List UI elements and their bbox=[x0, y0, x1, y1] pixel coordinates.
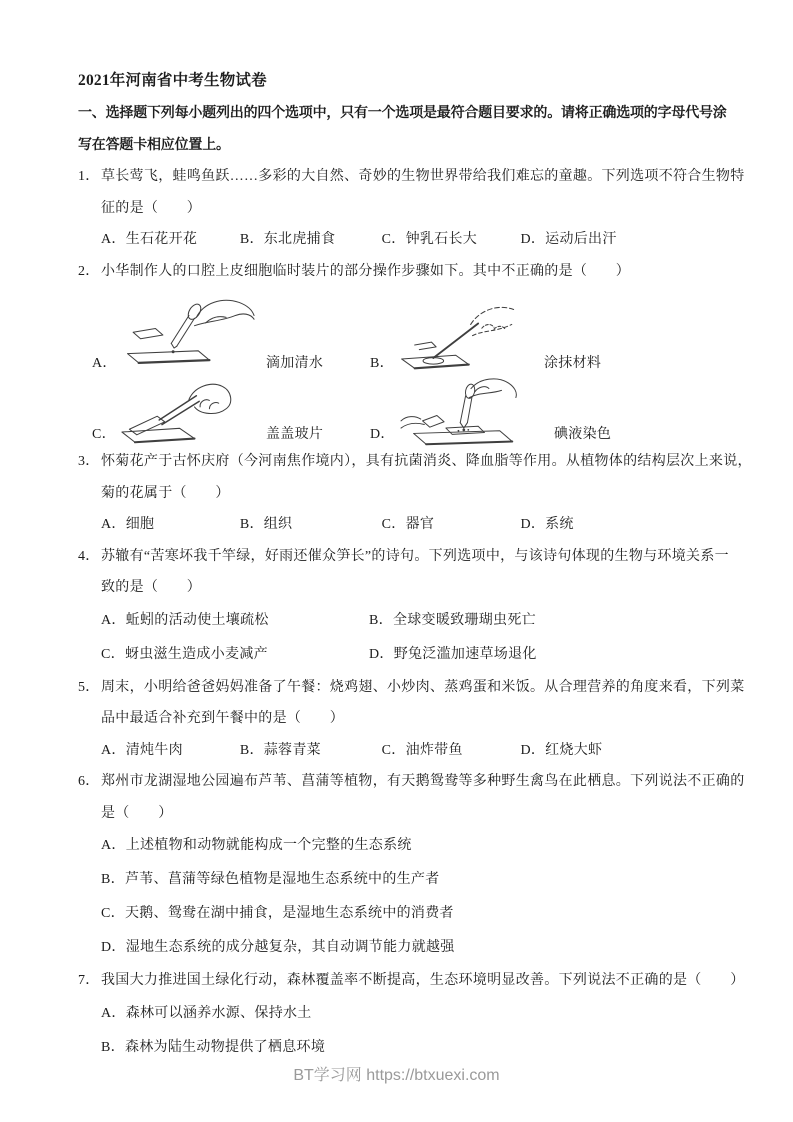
figure-label: A． bbox=[92, 356, 117, 371]
option-d: D．湿地生态系统的成分越复杂，其自动调节能力就越强 bbox=[101, 940, 455, 955]
section-heading-line: 一、选择题下列每小题列出的四个选项中，只有一个选项是最符合题目要求的。请将正确选项的字母代号涂 bbox=[78, 106, 727, 121]
lower-cover-slip-sketch-icon bbox=[118, 379, 258, 446]
stem-line: 周末，小明给爸爸妈妈准备了午餐：烧鸡翅、小炒肉、蒸鸡蛋和米饭。从合理营养的角度来看，下列菜 bbox=[101, 679, 745, 695]
question-2-stem bbox=[78, 256, 739, 288]
stem-line: 致的是（ ） bbox=[101, 580, 202, 595]
option-a: A．生石花开花 bbox=[101, 232, 198, 247]
stem-line: 菊的花属于（ ） bbox=[101, 485, 230, 501]
question-2-figure-d bbox=[370, 375, 648, 446]
question-4-options bbox=[101, 604, 739, 672]
stem-line: 草长莺飞，蛙鸣鱼跃……多彩的大自然、奇妙的生物世界带给我们难忘的童趣。下列选项不符合生物特 bbox=[101, 169, 745, 184]
question-5-options bbox=[101, 735, 739, 767]
option-c: C．器官 bbox=[381, 517, 435, 532]
question-1-stem bbox=[78, 161, 745, 224]
question-1 bbox=[78, 161, 745, 256]
question-number: 1． bbox=[78, 169, 100, 184]
question-2-figure-c bbox=[92, 375, 370, 446]
option-b: B．组织 bbox=[239, 517, 293, 532]
footer-watermark: BT学习网 https://btxuexi.com bbox=[293, 1067, 500, 1084]
question-3 bbox=[78, 446, 752, 541]
question-3-stem bbox=[78, 446, 752, 509]
option-a: A．蚯蚓的活动使土壤疏松 bbox=[101, 612, 269, 628]
iodine-staining-sketch-icon bbox=[396, 376, 546, 446]
figure-label: D． bbox=[370, 427, 395, 442]
stem-line: 是（ ） bbox=[101, 805, 173, 821]
option-a: A．清炖牛肉 bbox=[101, 742, 183, 758]
question-3-options bbox=[101, 509, 739, 541]
smear-material-on-slide-sketch-icon bbox=[396, 300, 536, 375]
option-b: B．东北虎捕食 bbox=[239, 232, 336, 247]
stem-line: 我国大力推进国土绿化行动，森林覆盖率不断提高，生态环境明显改善。下列说法不正确的是（ ） bbox=[101, 973, 745, 988]
dropper-drip-on-slide-sketch-icon bbox=[118, 295, 258, 375]
option-d: D．红烧大虾 bbox=[520, 742, 603, 758]
question-7-stem bbox=[78, 965, 745, 997]
question-number: 7． bbox=[78, 973, 100, 988]
question-2 bbox=[78, 256, 739, 447]
figure-caption: 碘液染色 bbox=[554, 427, 612, 442]
option-c: C．天鹅、鸳鸯在湖中捕食，是湿地生态系统中的消费者 bbox=[101, 906, 454, 921]
section-heading bbox=[78, 98, 739, 161]
option-d: D．系统 bbox=[520, 517, 574, 532]
option-c: C．油炸带鱼 bbox=[381, 742, 463, 758]
option-c: C．蚜虫滋生造成小麦减产 bbox=[101, 646, 268, 662]
figure-caption: 滴加清水 bbox=[266, 356, 324, 371]
question-6-options bbox=[101, 829, 739, 965]
figure-label: B． bbox=[370, 356, 394, 371]
option-a: A．上述植物和动物就能构成一个完整的生态系统 bbox=[101, 838, 412, 853]
question-number: 6． bbox=[78, 774, 100, 789]
page-title: 2021年河南省中考生物试卷 bbox=[78, 72, 267, 89]
stem-line: 征的是（ ） bbox=[101, 200, 202, 216]
question-5-stem bbox=[78, 672, 745, 735]
option-b: B．蒜蓉青菜 bbox=[239, 742, 321, 758]
question-number: 3． bbox=[78, 454, 100, 469]
question-4-stem bbox=[78, 541, 739, 604]
question-2-figure-a bbox=[92, 287, 370, 375]
option-b: B．全球变暖致珊瑚虫死亡 bbox=[369, 612, 536, 628]
question-2-figure-row-2 bbox=[92, 375, 739, 446]
figure-label: C． bbox=[92, 427, 116, 442]
question-6 bbox=[78, 766, 745, 965]
question-2-figure-b bbox=[370, 287, 648, 375]
question-6-stem bbox=[78, 766, 745, 829]
option-a: A．细胞 bbox=[101, 517, 155, 532]
question-1-options bbox=[101, 224, 739, 256]
question-number: 4． bbox=[78, 548, 100, 564]
question-2-figure-row-1 bbox=[92, 287, 739, 375]
question-number: 5． bbox=[78, 679, 100, 695]
stem-line: 品中最适合补充到午餐中的是（ ） bbox=[101, 711, 345, 726]
option-d: D．野兔泛滥加速草场退化 bbox=[369, 646, 537, 662]
figure-caption: 涂抹材料 bbox=[544, 356, 602, 371]
section-heading-line: 写在答题卡相应位置上。 bbox=[78, 137, 230, 153]
stem-line: 怀菊花产于古怀庆府（今河南焦作境内），具有抗菌消炎、降血脂等作用。从植物体的结构层次上来说， bbox=[101, 454, 752, 469]
stem-line: 苏辙有“苦寒坏我千竿绿，好雨还催众笋长”的诗句。下列选项中，与该诗句体现的生物与环境关系一 bbox=[101, 548, 729, 564]
option-b: B．森林为陆生动物提供了栖息环境 bbox=[101, 1039, 326, 1055]
question-7 bbox=[78, 965, 745, 1065]
question-7-options bbox=[101, 997, 739, 1065]
question-number: 2． bbox=[78, 263, 100, 279]
question-5 bbox=[78, 672, 745, 767]
option-b: B．芦苇、菖蒲等绿色植物是湿地生态系统中的生产者 bbox=[101, 872, 440, 887]
stem-line: 郑州市龙湖湿地公园遍布芦苇、菖蒲等植物，有天鹅鸳鸯等多种野生禽鸟在此栖息。下列说法不正确的 bbox=[101, 774, 745, 789]
option-a: A．森林可以涵养水源、保持水土 bbox=[101, 1005, 312, 1021]
option-d: D．运动后出汗 bbox=[520, 232, 617, 247]
question-4 bbox=[78, 541, 739, 672]
figure-caption: 盖盖玻片 bbox=[266, 427, 324, 442]
option-c: C．钟乳石长大 bbox=[381, 232, 478, 247]
stem-line: 小华制作人的口腔上皮细胞临时装片的部分操作步骤如下。其中不正确的是（ ） bbox=[101, 263, 631, 279]
